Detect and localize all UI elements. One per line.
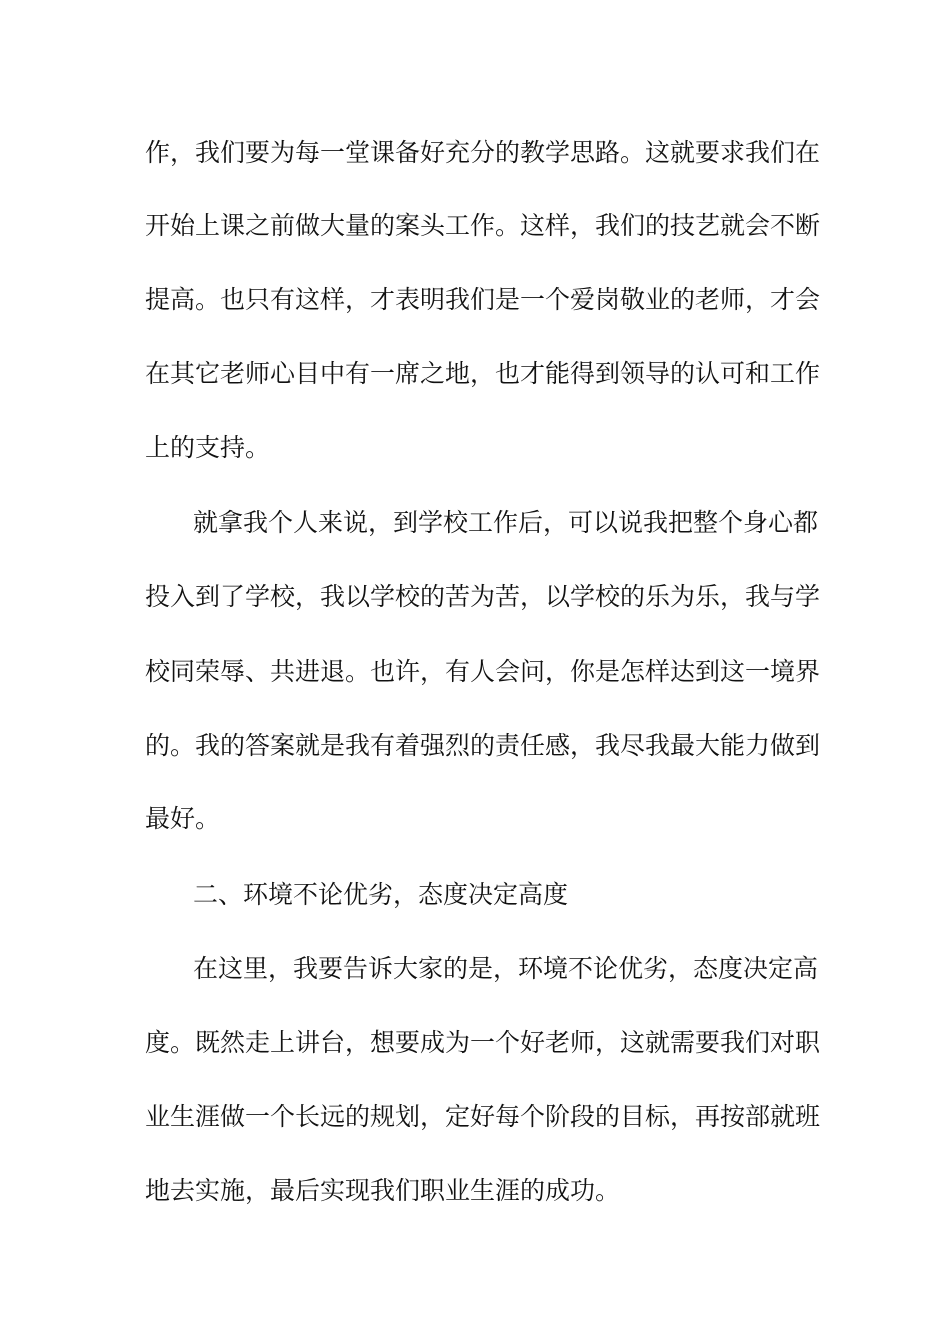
paragraph-1-line-3: 提高。也只有这样，才表明我们是一个爱岗敬业的老师，才会 [145, 285, 821, 314]
section-heading: 二、环境不论优劣，态度决定高度 [193, 880, 569, 909]
paragraph-1-line-5: 上的支持。 [145, 433, 271, 462]
paragraph-3-line-2: 度。既然走上讲台，想要成为一个好老师，这就需要我们对职 [145, 1028, 821, 1057]
paragraph-3-line-1: 在这里，我要告诉大家的是，环境不论优劣，态度决定高 [193, 954, 819, 983]
paragraph-3-line-3: 业生涯做一个长远的规划，定好每个阶段的目标，再按部就班 [145, 1102, 821, 1131]
paragraph-1-line-1: 作，我们要为每一堂课备好充分的教学思路。这就要求我们在 [145, 138, 821, 167]
paragraph-1-line-4: 在其它老师心目中有一席之地，也才能得到领导的认可和工作 [145, 359, 821, 388]
paragraph-2-line-2: 投入到了学校，我以学校的苦为苦，以学校的乐为乐，我与学 [145, 582, 821, 611]
paragraph-2-line-3: 校同荣辱、共进退。也许，有人会问，你是怎样达到这一境界 [145, 657, 821, 686]
paragraph-1-line-2: 开始上课之前做大量的案头工作。这样，我们的技艺就会不断 [145, 211, 821, 240]
paragraph-2-line-5: 最好。 [145, 804, 221, 833]
paragraph-3-line-4: 地去实施，最后实现我们职业生涯的成功。 [145, 1176, 621, 1205]
paragraph-2-line-1: 就拿我个人来说，到学校工作后，可以说我把整个身心都 [193, 508, 819, 537]
paragraph-2-line-4: 的。我的答案就是我有着强烈的责任感，我尽我最大能力做到 [145, 731, 821, 760]
